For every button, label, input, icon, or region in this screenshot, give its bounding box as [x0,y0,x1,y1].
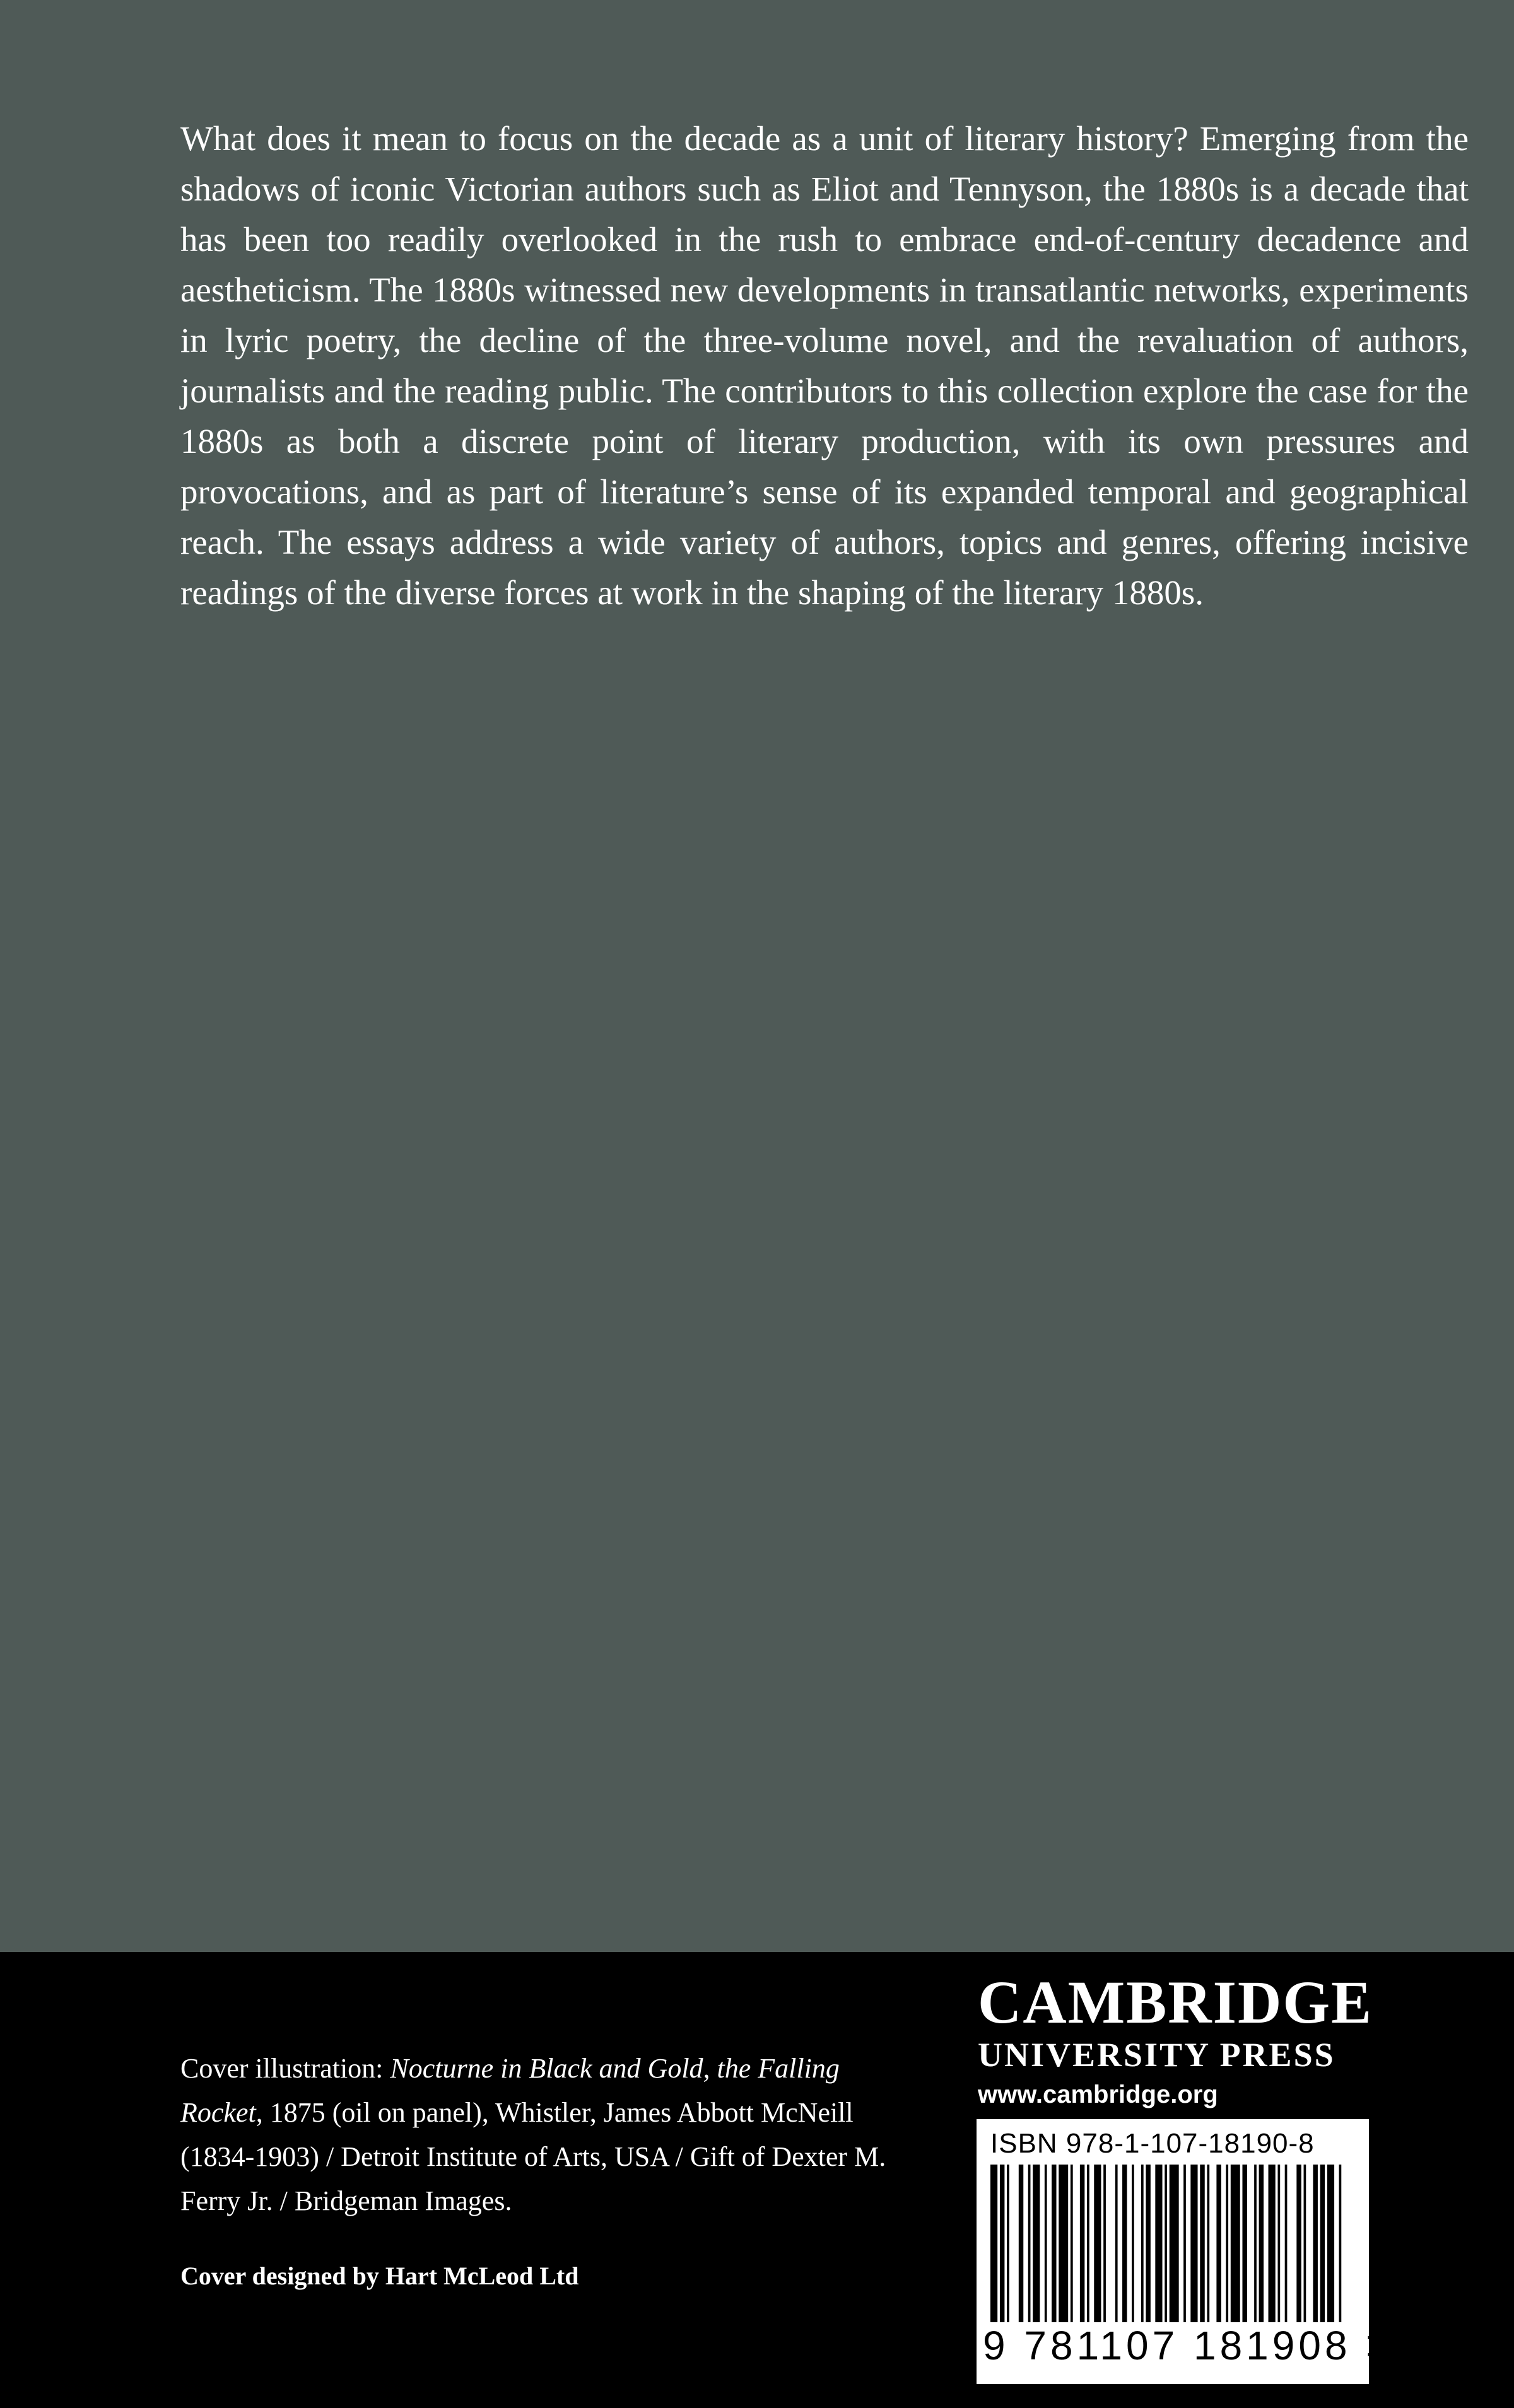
barcode-bar [1028,2165,1031,2322]
footer-band [0,1952,1514,2408]
barcode-bar [1080,2165,1084,2322]
barcode-bar [1170,2165,1179,2322]
barcode-bar [1019,2165,1023,2322]
ean-number: 9 781107 181908 > [983,2323,1394,2368]
barcode-bar [1155,2165,1162,2322]
barcode-bar [1296,2165,1301,2322]
barcode-bar [1146,2165,1150,2322]
barcode-bar [1339,2165,1342,2322]
isbn-barcode [977,2119,1394,2384]
cover-illustration-credit [180,2047,918,2223]
barcode-bar [990,2165,997,2322]
barcode-bar [1183,2165,1186,2322]
barcode-bar [1226,2165,1228,2322]
barcode-bar [1277,2165,1280,2322]
barcode-bar [1313,2165,1317,2322]
credit-work-title: Nocturne in Black and Gold, the Falling Rocket [180,2053,840,2128]
back-cover-blurb: What does it mean to focus on the decade as a unit of literary history? Emerging from the shadows of iconic Victorian authors such as Eliot and Tennyson, the 1880s is a decade that has been too readily overlooked in the rush to embrace end-of-century decadence and aestheticism. The 1880s witnessed new developments in transatlantic networks, experiments in lyric poetry, the decline of the three-volume novel, and the revaluation of authors, journalists and the reading public. The contributors to this collection explore the case for the 1880s as both a discrete point of literary production, with its own pressures and provocations, and as part of literature’s sense of its expanded temporal and geographical reach. The essays address a wide variety of authors, topics and genres, offering incisive readings of the diverse forces at work in the shaping of the literary 1880s. [180,119,1469,612]
barcode-bar [1094,2165,1101,2322]
publisher-url: www.cambridge.org [978,2081,1218,2108]
barcode-bar [1259,2165,1264,2322]
barcode-bar [1285,2165,1288,2322]
barcode-bar [1059,2165,1068,2322]
barcode-bar [1141,2165,1144,2322]
credit-prefix: Cover illustration: [180,2053,390,2084]
barcode-bar [1122,2165,1127,2322]
barcode-bar [1103,2165,1106,2322]
cover-designer-credit: Cover designed by Hart McLeod Ltd [180,2262,579,2290]
barcode-bar [1269,2165,1276,2322]
isbn-number: ISBN 978-1-107-18190-8 [990,2128,1315,2159]
publisher-name: CAMBRIDGE [978,1968,1373,2036]
barcode-bar [1304,2165,1306,2322]
barcode-bar [1231,2165,1240,2322]
barcode-bar [1115,2165,1118,2322]
barcode-bar [1045,2165,1047,2322]
publisher-logo [978,1968,1373,2113]
barcode-bar [1071,2165,1073,2322]
credit-details: , 1875 (oil on panel), Whistler, James Abbott McNeill (1834-1903) / Detroit Institute of Arts, USA / Gift of Dexter M. Ferry Jr. / Bridgeman Images. [180,2097,886,2216]
barcode-bar [1033,2165,1040,2322]
barcode-bar [1007,2165,1009,2322]
barcode-bars [990,2165,1344,2322]
barcode-bar [1190,2165,1197,2322]
barcode-bar [1165,2165,1167,2322]
barcode-bar [1132,2165,1134,2322]
barcode-bar [1254,2165,1257,2322]
barcode-bar [1327,2165,1334,2322]
barcode-bar [1320,2165,1325,2322]
barcode-bar [1200,2165,1204,2322]
barcode-bar [1242,2165,1247,2322]
barcode-bar [1000,2165,1004,2322]
publisher-subtitle: UNIVERSITY PRESS [978,2036,1335,2074]
barcode-bar [1087,2165,1089,2322]
barcode-bar [1216,2165,1221,2322]
barcode-bar [1207,2165,1209,2322]
barcode-bar [1052,2165,1056,2322]
